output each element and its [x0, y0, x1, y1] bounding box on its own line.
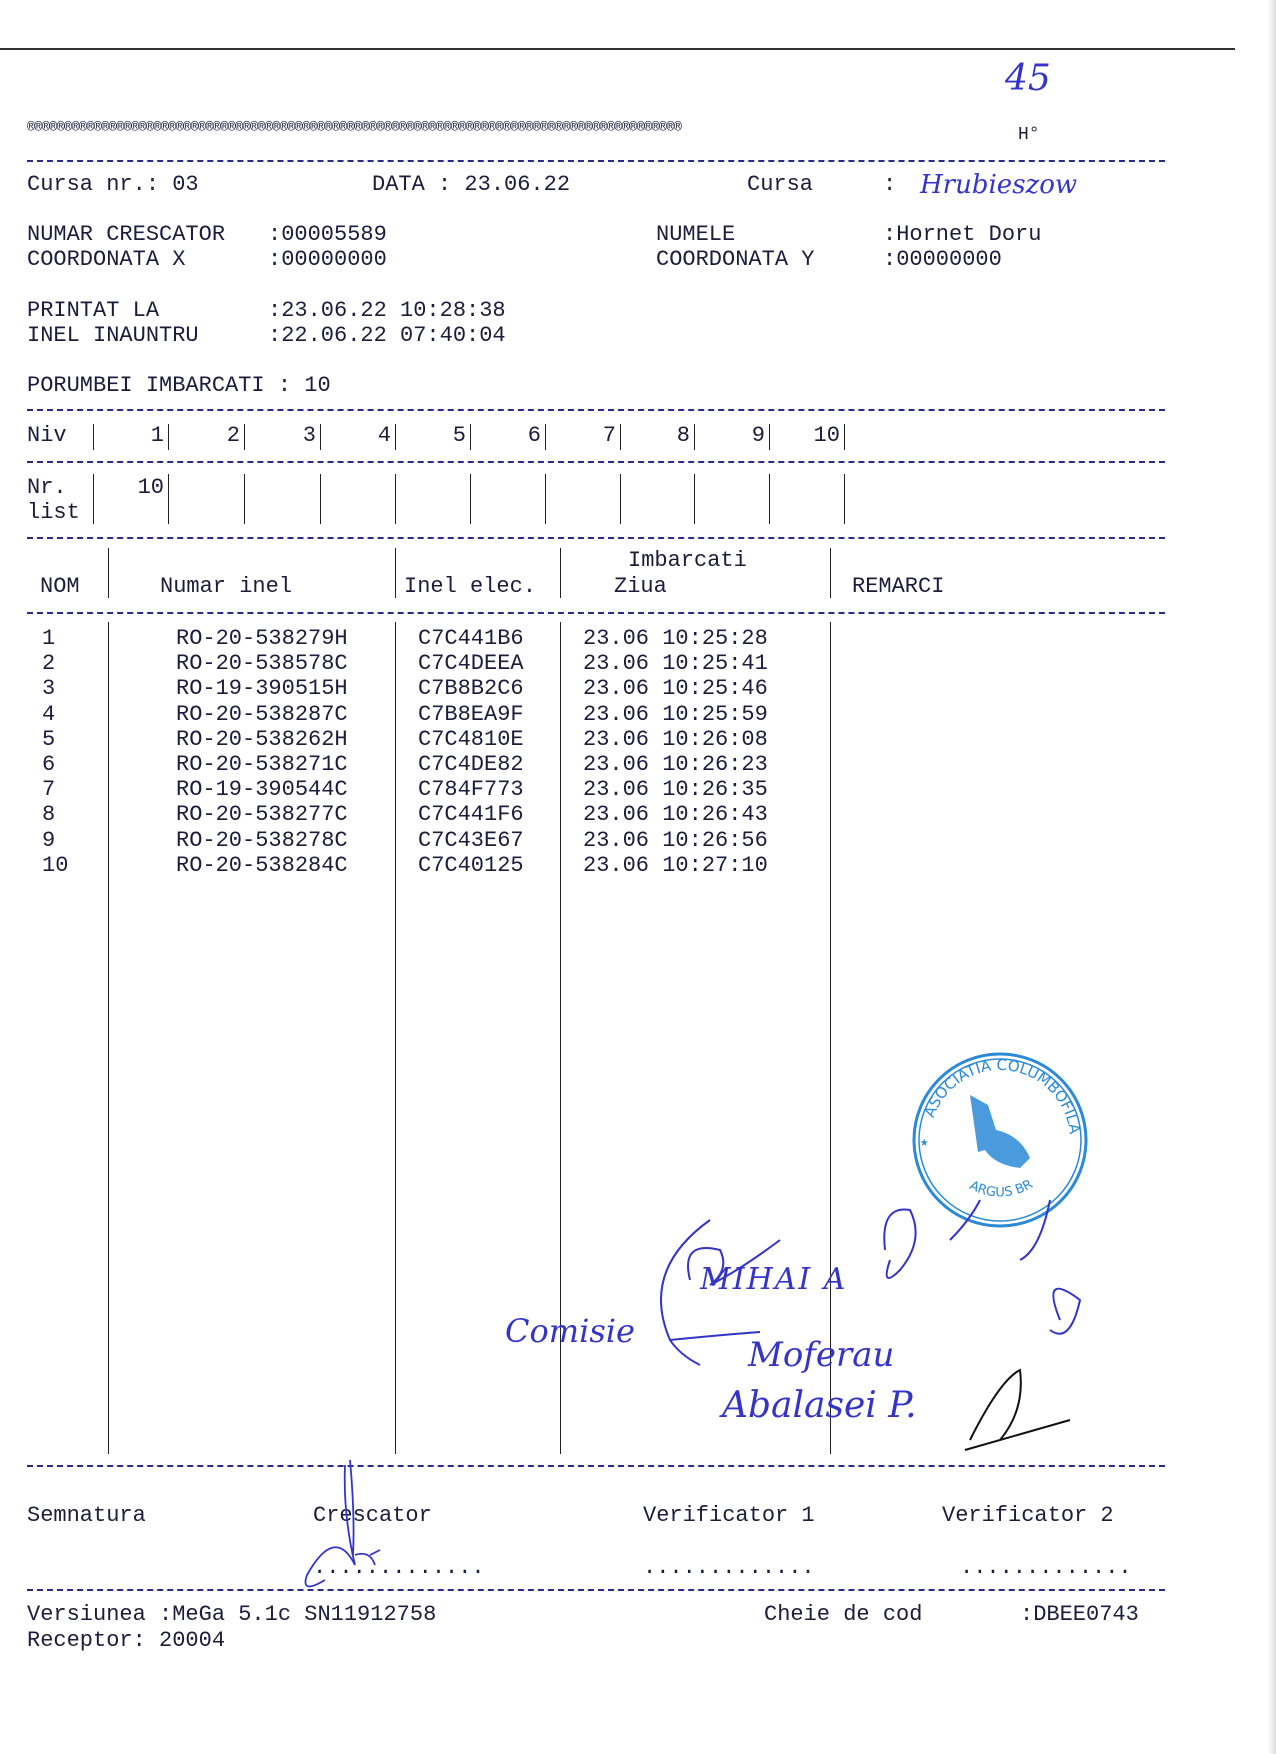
niv-level: 2 — [226, 423, 240, 448]
niv-separator — [93, 474, 94, 524]
handwritten-name-2: Moferau — [748, 1335, 895, 1375]
race-sep: : — [883, 172, 897, 197]
ring-number: RO-20-538278C — [176, 827, 348, 853]
handwritten-name-1: MIHAI A — [700, 1262, 848, 1297]
niv-separator — [93, 424, 94, 450]
coord-y-value: :00000000 — [883, 247, 1002, 272]
header-symbols: ®®®®®®®®®®®®®®®®®®®®®®®®®®®®®®®®®®®®®®®®®®®®®®®®®®®®®®®®®®®®®®®®®®®®®®®®®®®®®®®®®®®®®®®® — [27, 121, 682, 136]
column-divider — [108, 548, 109, 598]
electronic-ring: C7C40125 — [418, 852, 524, 878]
niv-level: 4 — [377, 423, 391, 448]
niv-separator — [395, 424, 396, 450]
niv-level: 5 — [452, 423, 466, 448]
niv-separator — [320, 424, 321, 450]
niv-level: 1 — [150, 423, 164, 448]
row-number: 5 — [42, 726, 56, 752]
printed-at-label: PRINTAT LA — [27, 298, 160, 323]
software-version: Versiunea :MeGa 5.1c SN11912758 — [27, 1602, 437, 1627]
star-icon: ★ — [920, 1135, 929, 1151]
verifier-2-label: Verificator 2 — [942, 1503, 1114, 1528]
niv-level: 9 — [751, 423, 765, 448]
niv-separator — [769, 474, 770, 524]
receiver-id: Receptor: 20004 — [27, 1628, 226, 1653]
handwritten-comisie: Comisie — [505, 1312, 635, 1350]
niv-separator — [844, 424, 845, 450]
race-label: Cursa — [747, 172, 814, 197]
code-key-value: :DBEE0743 — [1020, 1602, 1139, 1627]
coord-x-value: :00000000 — [268, 247, 387, 272]
embarked-time: 23.06 10:25:59 — [583, 701, 768, 727]
handwritten-name-3: Abalasei P. — [722, 1385, 917, 1426]
electronic-ring: C7C43E67 — [418, 827, 524, 853]
row-number: 1 — [42, 626, 56, 651]
niv-separator — [320, 474, 321, 524]
niv-level: 8 — [676, 423, 690, 448]
electronic-ring: C7C4DEEA — [418, 651, 524, 677]
race-location-handwritten: Hrubieszow — [920, 170, 1078, 200]
pigeons-embarked: PORUMBEI IMBARCATI : 10 — [27, 373, 331, 398]
verifier-1-label: Verificator 1 — [643, 1503, 815, 1528]
niv-separator — [694, 424, 695, 450]
ring-number: RO-19-390544C — [176, 777, 348, 803]
divider — [27, 1465, 1165, 1467]
niv-separator — [620, 424, 621, 450]
ring-number: RO-19-390515H — [176, 676, 348, 702]
breeder-name-value: :Hornet Doru — [883, 222, 1042, 247]
niv-separator — [168, 474, 169, 524]
divider — [27, 1589, 1165, 1591]
verifier-2-signature-line: ............. — [960, 1555, 1132, 1580]
niv-separator — [694, 474, 695, 524]
embarked-time: 23.06 10:25:28 — [583, 626, 768, 651]
niv-separator — [545, 424, 546, 450]
race-number: Cursa nr.: 03 — [27, 172, 199, 197]
niv-separator — [545, 474, 546, 524]
row-number: 4 — [42, 701, 56, 727]
divider — [27, 409, 1165, 411]
embarked-time: 23.06 10:27:10 — [583, 852, 768, 878]
header-day: Ziua — [614, 574, 667, 599]
row-number: 8 — [42, 802, 56, 828]
niv-separator — [395, 474, 396, 524]
electronic-ring: C7C441B6 — [418, 626, 524, 651]
breeder-signature — [295, 1455, 415, 1590]
row-number: 3 — [42, 676, 56, 702]
breeder-number-label: NUMAR CRESCATOR — [27, 222, 226, 247]
embarked-time: 23.06 10:26:56 — [583, 827, 768, 853]
ring-number: RO-20-538284C — [176, 852, 348, 878]
stamp-bottom-text: ARGUS BR — [967, 1177, 1036, 1201]
electronic-ring: C7C4DE82 — [418, 752, 524, 777]
race-date: DATA : 23.06.22 — [372, 172, 571, 197]
ring-inside-label: INEL INAUNTRU — [27, 323, 199, 348]
column-divider — [108, 622, 109, 1454]
row-number: 9 — [42, 827, 56, 853]
divider — [27, 461, 1165, 463]
niv-separator — [470, 474, 471, 524]
divider — [27, 537, 1165, 539]
breeder-signature-label: Crescator — [313, 1503, 432, 1528]
niv-level: 6 — [527, 423, 541, 448]
niv-separator — [470, 424, 471, 450]
stamp-text: ASOCIATIA COLUMBOFILA — [920, 1055, 1084, 1136]
niv-level: 10 — [813, 423, 840, 448]
electronic-ring: C7C4810E — [418, 726, 524, 752]
embarked-time: 23.06 10:26:08 — [583, 726, 768, 752]
coord-x-label: COORDONATA X — [27, 247, 186, 272]
column-divider — [830, 548, 831, 598]
coord-y-label: COORDONATA Y — [656, 247, 815, 272]
pigeon-emblem — [970, 1095, 1030, 1168]
header-nom: NOM — [40, 574, 80, 599]
list-label-1: Nr. — [27, 475, 67, 500]
divider — [27, 160, 1165, 162]
niv-separator — [844, 474, 845, 524]
header-remarks: REMARCI — [852, 574, 945, 599]
column-divider — [395, 622, 396, 1454]
ring-number: RO-20-538279H — [176, 626, 348, 651]
column-divider — [560, 548, 561, 598]
niv-level: 3 — [302, 423, 316, 448]
embarked-time: 23.06 10:25:41 — [583, 651, 768, 677]
header-electronic-ring: Inel elec. — [404, 574, 537, 599]
code-key-label: Cheie de cod — [764, 1602, 923, 1627]
page-number-handwritten: 45 — [1005, 58, 1051, 99]
niv-label: Niv — [27, 423, 67, 448]
row-number: 7 — [42, 777, 56, 803]
embarked-time: 23.06 10:26:23 — [583, 752, 768, 777]
embarked-time: 23.06 10:25:46 — [583, 676, 768, 702]
ring-number: RO-20-538287C — [176, 701, 348, 727]
signature-label: Semnatura — [27, 1503, 146, 1528]
electronic-ring: C7C441F6 — [418, 802, 524, 828]
niv-separator — [769, 424, 770, 450]
header-ring-number: Numar inel — [160, 574, 293, 599]
niv-separator — [244, 424, 245, 450]
verifier-1-signature-line: ............. — [643, 1555, 815, 1580]
list-label-2: list — [27, 500, 80, 525]
row-number: 10 — [42, 852, 69, 878]
ring-number: RO-20-538578C — [176, 651, 348, 677]
ring-inside-value: :22.06.22 07:40:04 — [268, 323, 506, 348]
niv-level: 7 — [602, 423, 616, 448]
niv-separator — [168, 424, 169, 450]
scan-top-edge — [0, 48, 1235, 50]
ring-number: RO-20-538271C — [176, 752, 348, 777]
column-divider — [395, 548, 396, 598]
niv-separator — [244, 474, 245, 524]
electronic-ring: C784F773 — [418, 777, 524, 803]
header-embarked: Imbarcati — [628, 548, 747, 573]
embarked-time: 23.06 10:26:43 — [583, 802, 768, 828]
breeder-name-label: NUMELE — [656, 222, 736, 247]
niv-separator — [620, 474, 621, 524]
niv-list-count: 10 — [137, 475, 164, 500]
ring-number: RO-20-538277C — [176, 802, 348, 828]
ring-number: RO-20-538262H — [176, 726, 348, 752]
row-number: 6 — [42, 752, 56, 777]
breeder-number-value: :00005589 — [268, 222, 387, 247]
breeder-signature-line: ............. — [313, 1555, 485, 1580]
divider — [27, 612, 1165, 614]
electronic-ring: C7B8EA9F — [418, 701, 524, 727]
header-symbols-suffix: H° — [1018, 125, 1040, 145]
row-number: 2 — [42, 651, 56, 677]
printed-at-value: :23.06.22 10:28:38 — [268, 298, 506, 323]
electronic-ring: C7B8B2C6 — [418, 676, 524, 702]
scan-right-edge — [1268, 0, 1276, 1754]
embarked-time: 23.06 10:26:35 — [583, 777, 768, 803]
